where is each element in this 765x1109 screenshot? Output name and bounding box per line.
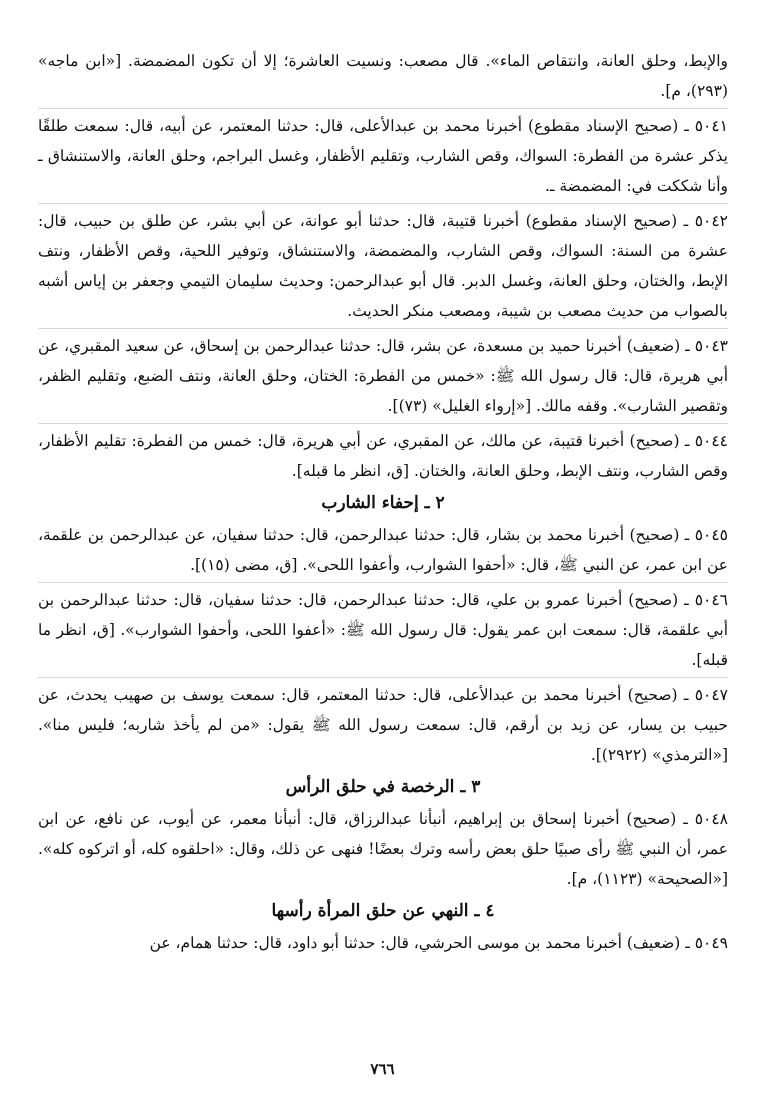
separator (38, 108, 728, 109)
hadith-5047: ٥٠٤٧ ـ (صحيح) أخبرنا محمد بن عبدالأعلى، قال: حدثنا المعتمر، قال: سمعت يوسف بن صهيب يحدث، عن حبيب بن يسار، عن زيد بن أرقم، قال: سمعت رسول الله ﷺ يقول: «من لم يأخذ شاربه؛ فليس منا». [«الترمذي» (٢٩٢٢)]. (38, 686, 728, 764)
paragraph-continuation: والإبط، وحلق العانة، وانتقاص الماء». قال مصعب: ونسيت العاشرة؛ إلا أن تكون المضمضة. [«ابن ماجه» (٢٩٣)، م]. (38, 52, 728, 100)
separator (38, 677, 728, 678)
hadith-5043: ٥٠٤٣ ـ (ضعيف) أخبرنا حميد بن مسعدة، عن بشر، قال: حدثنا عبدالرحمن بن إسحاق، عن سعيد المقبري، عن أبي هريرة، قال: قال رسول الله ﷺ: «خمس من الفطرة: الختان، وحلق العانة، ونتف الضبع، وتقليم الظفر، وتقصير الشارب». وقفه مالك. [«إرواء الغليل» (٧٣)]. (38, 337, 728, 415)
separator (38, 582, 728, 583)
separator (38, 203, 728, 204)
chapter-heading-3: ٣ ـ الرخصة في حلق الرأس (285, 777, 481, 797)
page-number: ٧٦٦ (370, 1060, 395, 1078)
hadith-5049: ٥٠٤٩ ـ (ضعيف) أخبرنا محمد بن موسى الحرشي، قال: حدثنا أبو داود، قال: حدثنا همام، عن (149, 934, 728, 952)
document-page (38, 46, 728, 1056)
hadith-5046: ٥٠٤٦ ـ (صحيح) أخبرنا عمرو بن علي، قال: حدثنا عبدالرحمن، قال: حدثنا سفيان، قال: حدثنا عبدالرحمن بن أبي علقمة، قال: سمعت ابن عمر يقول: قال رسول الله ﷺ: «أعفوا اللحى، وأحفوا الشوارب». [ق، انظر ما قبله]. (38, 591, 728, 669)
chapter-heading-4: ٤ ـ النهي عن حلق المرأة رأسها (271, 901, 495, 921)
separator (38, 328, 728, 329)
separator (38, 423, 728, 424)
hadith-5042: ٥٠٤٢ ـ (صحيح الإسناد مقطوع) أخبرنا قتيبة، قال: حدثنا أبو عوانة، عن أبي بشر، عن طلق بن حبيب، قال: عشرة من السنة: السواك، وقص الشارب، والمضمضة، والاستنشاق، وتوفير اللحية، وقص الأظفار، ونتف الإبط، والختان، وحلق العانة، وغسل الدبر. قال أبو عبدالرحمن: وحديث سليمان التيمي وجعفر بن إياس أشبه بالصواب من حديث مصعب بن شيبة، ومصعب منكر الحديث. (38, 212, 728, 320)
hadith-5045: ٥٠٤٥ ـ (صحيح) أخبرنا محمد بن بشار، قال: حدثنا عبدالرحمن، قال: حدثنا سفيان، عن عبدالرحمن بن علقمة، عن ابن عمر، عن النبي ﷺ، قال: «أحفوا الشوارب، وأعفوا اللحى». [ق، مضى (١٥)]. (38, 526, 728, 574)
hadith-5048: ٥٠٤٨ ـ (صحيح) أخبرنا إسحاق بن إبراهيم، أنبأنا عبدالرزاق، قال: أنبأنا معمر، عن أيوب، عن نافع، عن ابن عمر، أن النبي ﷺ رأى صبيًا حلق بعض رأسه وترك بعضًا! فنهى عن ذلك، وقال: «احلقوه كله، أو اتركوه كله». [«الصحيحة» (١١٢٣)، م]. (38, 810, 728, 888)
hadith-5041: ٥٠٤١ ـ (صحيح الإسناد مقطوع) أخبرنا محمد بن عبدالأعلى، قال: حدثنا المعتمر، عن أبيه، قال: سمعت طلقًا يذكر عشرة من الفطرة: السواك، وقص الشارب، وتقليم الأظفار، وغسل البراجم، وحلق العانة، والاستنشاق ـ وأنا شككت في: المضمضة ـ. (38, 117, 728, 195)
hadith-5044: ٥٠٤٤ ـ (صحيح) أخبرنا قتيبة، عن مالك، عن المقبري، عن أبي هريرة، قال: خمس من الفطرة: تقليم الأظفار، وقص الشارب، ونتف الإبط، وحلق العانة، والختان. [ق، انظر ما قبله]. (38, 432, 728, 480)
chapter-heading-2: ٢ ـ إحفاء الشارب (321, 493, 445, 513)
